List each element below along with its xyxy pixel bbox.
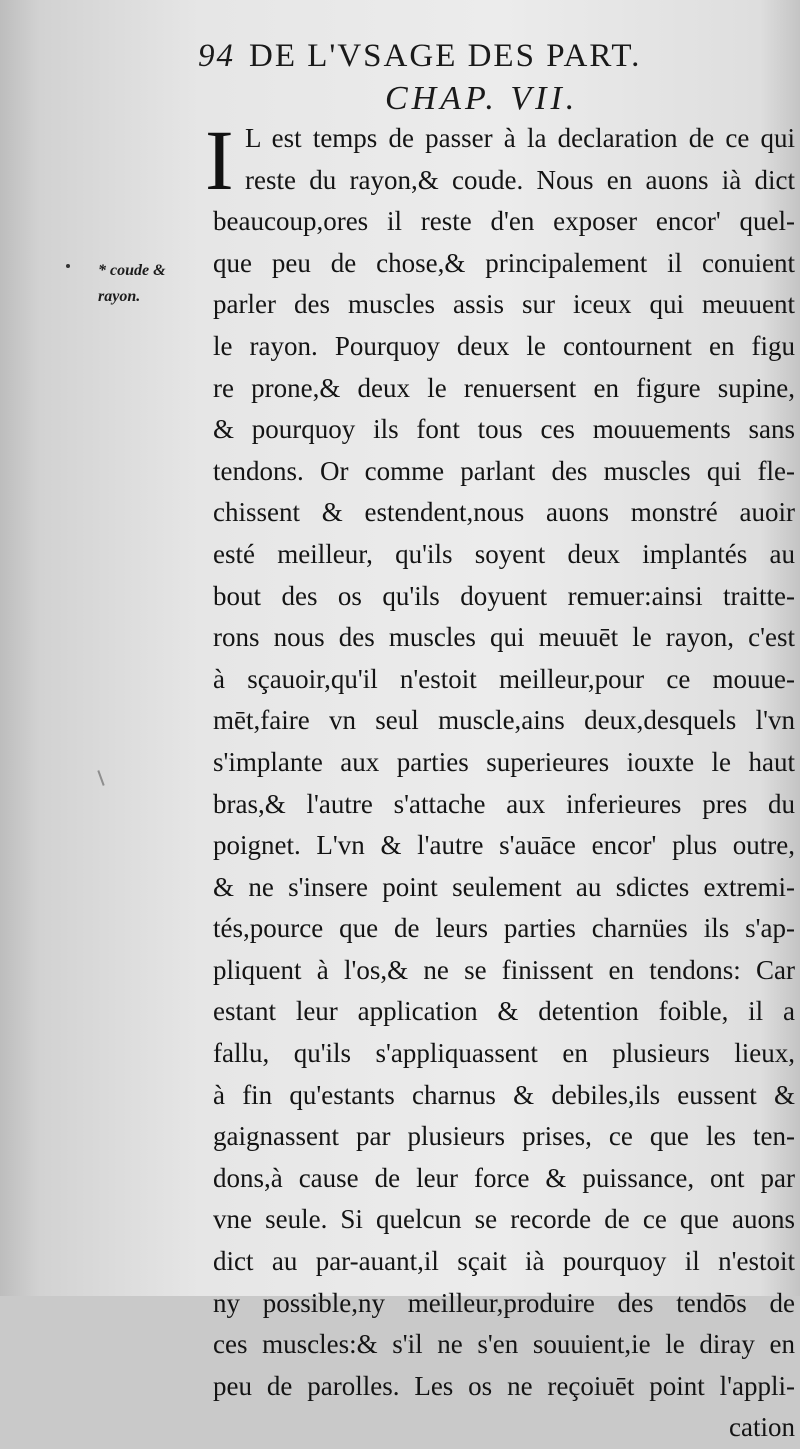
text-line: à fin qu'estants charnus & debiles,ils eussent &	[213, 1079, 795, 1110]
margin-note	[98, 258, 198, 310]
text-line: bout des os qu'ils doyuent remuer:ainsi traitte-	[213, 580, 795, 611]
text-line: tés,pource que de leurs parties charnües ils s'ap-	[213, 913, 795, 944]
text-line: parler des muscles assis sur iceux qui meuuent	[213, 289, 795, 320]
text-line: poignet. L'vn & l'autre s'auāce encor' plus outre,	[213, 830, 795, 861]
text-line: esté meilleur, qu'ils soyent deux implantés au	[213, 538, 795, 569]
text-line: dict au par-auant,il sçait ià pourquoy il n'estoit	[213, 1246, 795, 1277]
text-line: vne seule. Si quelcun se recorde de ce que auons	[213, 1204, 795, 1235]
text-line: beaucoup,ores il reste d'en exposer encor' quel-	[213, 206, 795, 237]
margin-note-line-2: rayon.	[98, 288, 141, 305]
text-line: le rayon. Pourquoy deux le contournent en figu	[213, 330, 795, 361]
page-number: 94	[198, 38, 235, 74]
text-line: peu de parolles. Les os ne reçoiuēt point l'appli-	[213, 1370, 795, 1401]
text-line: fallu, qu'ils s'appliquassent en plusieurs lieux,	[213, 1038, 795, 1069]
margin-note-line-1: * coude &	[98, 262, 166, 279]
text-line: gaignassent par plusieurs prises, ce que les ten-	[213, 1121, 795, 1152]
ink-mark	[97, 770, 104, 786]
ink-spot	[66, 264, 70, 268]
text-line: s'implante aux parties superieures iouxte le haut	[213, 746, 795, 777]
text-line: pliquent à l'os,& ne se finissent en tendons: Car	[213, 954, 795, 985]
text-line: mēt,faire vn seul muscle,ains deux,desquels l'vn	[213, 705, 795, 736]
text-line: chissent & estendent,nous auons monstré auoir	[213, 497, 795, 528]
drop-cap: I	[205, 112, 234, 208]
text-line: à sçauoir,qu'il n'estoit meilleur,pour ce mouue-	[213, 663, 795, 694]
main-text	[213, 118, 795, 1449]
text-line: ny possible,ny meilleur,produire des tendōs de	[213, 1287, 795, 1318]
text-line: & ne s'insere point seulement au sdictes extremi-	[213, 871, 795, 902]
text-line: ces muscles:& s'il ne s'en souuient,ie le diray en	[213, 1329, 795, 1360]
text-line: & pourquoy ils font tous ces mouuements sans	[213, 414, 795, 445]
text-line: dons,à cause de leur force & puissance, ont par	[213, 1162, 795, 1193]
catchword: cation	[729, 1412, 795, 1443]
text-line: re prone,& deux le renuersent en figure supine,	[213, 372, 795, 403]
text-line: L est temps de passer à la declaration de ce qui	[245, 123, 795, 153]
chapter-title: CHAP. VII.	[385, 80, 579, 117]
text-line: estant leur application & detention foible, il a	[213, 996, 795, 1027]
text-line: tendons. Or comme parlant des muscles qui fle-	[213, 455, 795, 486]
running-head	[198, 38, 758, 75]
text-line: que peu de chose,& principalement il conuient	[213, 247, 795, 278]
text-line: rons nous des muscles qui meuuēt le rayon, c'est	[213, 622, 795, 653]
text-line: reste du rayon,& coude. Nous en auons ià dict	[245, 164, 795, 195]
text-line: bras,& l'autre s'attache aux inferieures pres du	[213, 788, 795, 819]
drop-cap-lines	[213, 118, 795, 201]
running-title: DE L'VSAGE DES PART.	[249, 38, 642, 74]
